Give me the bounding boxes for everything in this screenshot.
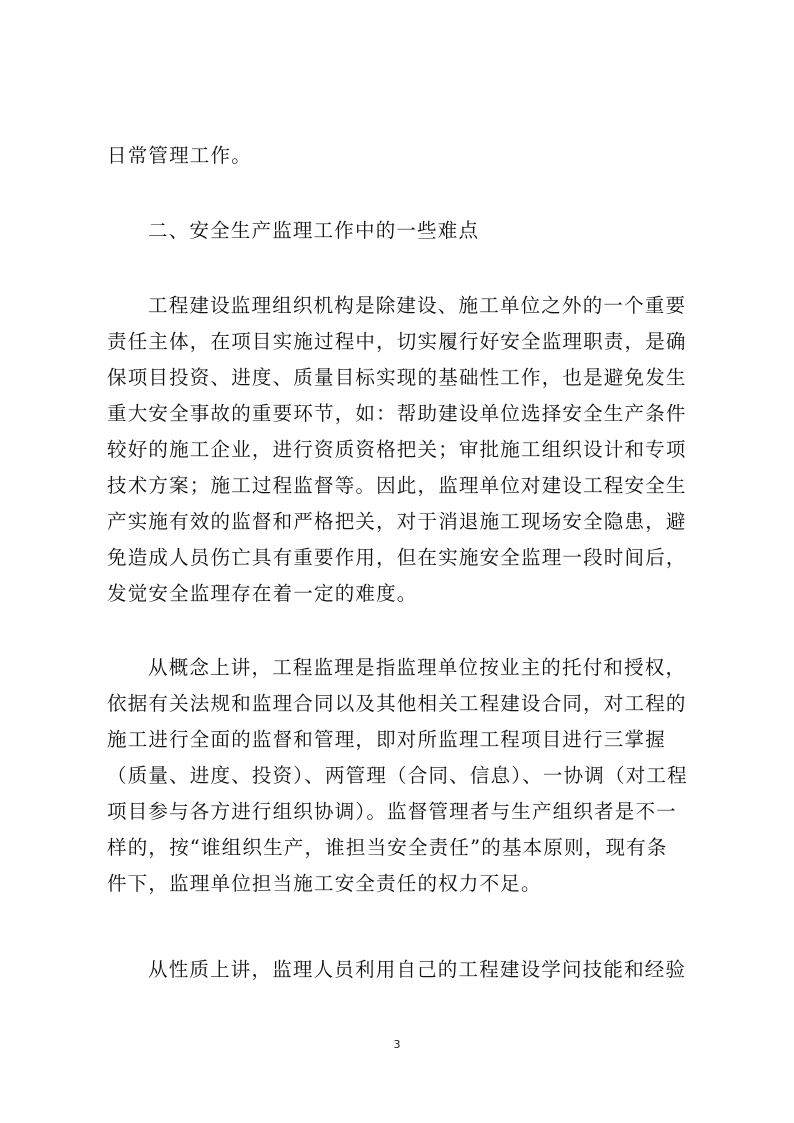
- paragraph-line: 从概念上讲，工程监理是指监理单位按业主的托付和授权，: [148, 656, 687, 679]
- paragraph-line: 项目参与各方进行组织协调）。监督管理者与生产组织者是不一: [107, 800, 677, 823]
- paragraph-line: 责任主体，在项目实施过程中，切实履行好安全监理职责，是确: [107, 330, 687, 353]
- paragraph-line: 免造成人员伤亡具有重要作用，但在实施安全监理一段时间后，: [107, 546, 687, 569]
- paragraph-line: 施工进行全面的监督和管理，即对所监理工程项目进行三掌握: [107, 728, 666, 751]
- section-heading: 二、安全生产监理工作中的一些难点: [148, 219, 480, 242]
- paragraph-line: 发觉安全监理存在着一定的难度。: [107, 582, 418, 605]
- paragraph-line: 依据有关法规和监理合同以及其他相关工程建设合同，对工程的: [107, 692, 687, 715]
- paragraph-line: 件下，监理单位担当施工安全责任的权力不足。: [107, 872, 542, 895]
- paragraph-line: 重大安全事故的重要环节，如：帮助建设单位选择安全生产条件: [107, 402, 687, 425]
- paragraph-line: 保项目投资、进度、质量目标实现的基础性工作，也是避免发生: [107, 366, 687, 389]
- paragraph-line: 较好的施工企业，进行资质资格把关；审批施工组织设计和专项: [107, 438, 687, 461]
- paragraph-line: 样的，按“谁组织生产，谁担当安全责任”的基本原则，现有条: [107, 836, 668, 859]
- page-number: 3: [393, 1038, 401, 1051]
- paragraph-line: 工程建设监理组织机构是除建设、施工单位之外的一个重要: [148, 294, 687, 317]
- paragraph-line: 从性质上讲，监理人员利用自己的工程建设学问技能和经验: [148, 958, 687, 981]
- paragraph-line: 技术方案；施工过程监督等。因此，监理单位对建设工程安全生: [107, 474, 687, 497]
- intro-tail-text: 日常管理工作。: [107, 144, 252, 167]
- paragraph-line: （质量、进度、投资）、两管理（合同、信息）、一协调（对工程: [107, 764, 688, 787]
- paragraph-line: 产实施有效的监督和严格把关，对于消退施工现场安全隐患，避: [107, 510, 687, 533]
